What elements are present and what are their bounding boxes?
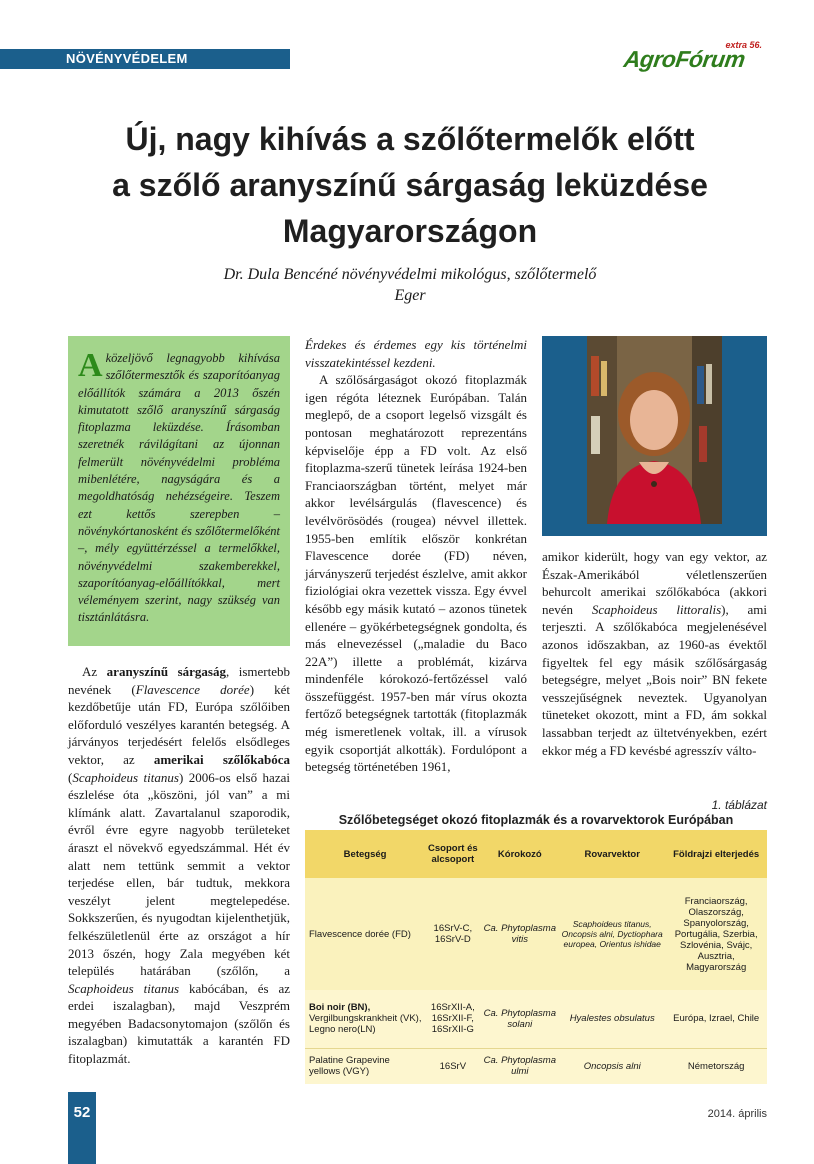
logo-name: AgroFórum: [622, 46, 747, 72]
table-cell: Boi noir (BN), Vergilbungskrankheit (VK), Legno nero(LN): [305, 990, 425, 1048]
lead-text: közeljövő legnagyobb kihívása szőlőtermesztők és szaporítóanyag előállítók számára a 2013 őszén kimutatott szőlő aranyszínű sárgaság fitoplazma leküzdése. Írásomban szeretnék rávilágítani az újonnan felmerült növényvédelmi probléma mibenlétére, nagyságára és a megoldhatóság nehézségeire. Teszem ezt kettős szerepben – növénykórtanosként és szőlőtermelőként –, mély együttérzéssel a termelőkkel, növényvédelmi szakemberekkel, szaporítóanyag-előállítókkal, mert véleményem szerint, nagy szükség van tisztánlátásra.: [78, 351, 280, 625]
table-cell: Franciaország, Olaszország, Spanyolország, Portugália, Szerbia, Szlovénia, Svájc, Ausztria, Magyarország: [665, 878, 767, 990]
column-2: [305, 336, 527, 776]
lead-box: [68, 336, 290, 646]
title-line: Magyarországon: [282, 213, 538, 249]
magazine-logo: [624, 40, 774, 72]
table-cell: Európa, Izrael, Chile: [665, 990, 767, 1048]
table-header: Rovarvektor: [559, 830, 665, 878]
title-line: Új, nagy kihívás a szőlőtermelők előtt: [125, 121, 695, 157]
table-header: Betegség: [305, 830, 425, 878]
drop-cap: A: [78, 347, 103, 384]
table-cell: Németország: [665, 1048, 767, 1084]
column-3: [542, 548, 767, 759]
author-city: Eger: [394, 287, 426, 304]
logo-issue: extra 56.: [725, 40, 762, 50]
table-header-row: [305, 830, 767, 878]
table-cell: Ca. Phytoplasma solani: [481, 990, 560, 1048]
table-cell: Ca. Phytoplasma vitis: [481, 878, 560, 990]
table-cell: Palatine Grapevine yellows (VGY): [305, 1048, 425, 1084]
table-header: Csoport és alcsoport: [425, 830, 480, 878]
author-photo: [587, 336, 722, 524]
author-name: Dr. Dula Bencéné: [223, 266, 338, 283]
table-title: Szőlőbetegséget okozó fitoplazmák és a rovarvektorok Európában: [338, 813, 734, 827]
table-cell: Flavescence dorée (FD): [305, 878, 425, 990]
data-table: [305, 830, 767, 1084]
table-row: [305, 1048, 767, 1084]
table-cell: Ca. Phytoplasma ulmi: [481, 1048, 560, 1084]
paragraph: A szőlősárgaságot okozó fitoplazmák igen régóta léteznek Európában. Talán meglepő, de a csoport legelső vizsgált és pontosan meghatározott reprezentáns képviselője épp a FD volt. Az első fitoplazma-szerű tünetek leírása 1924-ben Franciaországban történt, melyet már akkor levélsárgulás (flavescence) és levélvörösödés (rougea) névvel illettek. 1955-ben említik először konkrétan Flavescence dorée (FD) néven, járványszerű terjedést észlelve, amit akkor fiziológiai okra vezettek vissza. Egy évvel később egy másik kutató – azonos tünetek ellenére – gyökérbetegségnek gondolta, és más elnevezéssel („maladie du Baco 22A”) illette a problémát, kizárva mindenféle kórokozó-fertőzéssel való összefüggést. 1957-ben már vírus okozta fertőző betegségnek tartották (fitoplazmák még ismeretlenek voltak, ill. a vírusok egyik csoportját alkották). Fordulópont a betegség történetében 1961,: [305, 372, 527, 775]
table-cell: Oncopsis alni: [559, 1048, 665, 1084]
title-line: a szőlő aranyszínű sárgaság leküzdése: [112, 167, 708, 203]
author-photo-frame: [542, 336, 767, 536]
table-row: [305, 990, 767, 1048]
table-header: Földrajzi elterjedés: [665, 830, 767, 878]
article-title: [40, 116, 780, 254]
paragraph: Az aranyszínű sárgaság, ismertebb nevének (Flavescence dorée) két kezdőbetűje után FD, Európa szőlőiben előforduló veszélyes karantén betegség. A járványos terjedésért felelős elsődleges vektor, az amerikai szőlőkabóca (Scaphoideus titanus) 2006-os első hazai észlelése óta „köszöni, jól van” a mi klímánk alatt. Zavartalanul szaporodik, évről évre egyre nagyobb területeket áraszt el növekvő egyedszámmal. Hét év alatt nem tettünk semmit a vektor terjedése ellen, bár tudtuk, mekkora veszélyt jelent megtelepedése. Sokkszerűen, és nyugodtan kijelenthetjük, felkészületlenül érte az országot a hír 2013 őszén, hogy Zala megyében két település határában (szőlőn, a Scaphoideus titanus kabócában, és az erdei iszalagban), majd Veszprém megyében Badacsonytomajon (szőlőn és iszalagban) kimutatták a karantén FD fitoplazmát.: [68, 664, 290, 1067]
author-block: [40, 264, 780, 306]
issue-date: 2014. április: [707, 1108, 767, 1120]
table-cell: Scaphoideus titanus, Oncopsis alni, Dyctiophara europea, Orientus ishidae: [559, 878, 665, 990]
table-header: Kórokozó: [481, 830, 560, 878]
table-row: [305, 878, 767, 990]
table-cell: 16SrV-C, 16SrV-D: [425, 878, 480, 990]
paragraph: amikor kiderült, hogy van egy vektor, az Észak-Amerikából véletlenszerűen behurcolt amerikai szőlőkabóca (akkori nevén Scaphoideus littoralis), ami terjeszti. A szőlőkabóca megjelenésével azonos időszakban, az 1960-as évektől figyeltek fel egy másik szőlősárgaság betegségre, melyet „Bois noir” BN fekete vesszejűségnek neveztek. Ugyanolyan tüneteket okozott, mint a FD, ám sokkal lassabban terjedt az ültetvényekben, ezért ekkor még a FD kevésbé agresszív válto-: [542, 549, 768, 758]
table-cell: 16SrV: [425, 1048, 480, 1084]
table-cell: 16SrXII-A, 16SrXII-F, 16SrXII-G: [425, 990, 480, 1048]
intro-paragraph: Érdekes és érdemes egy kis történelmi visszatekintéssel kezdeni.: [305, 337, 527, 370]
table-caption: 1. táblázat: [711, 798, 767, 812]
author-role: növényvédelmi mikológus, szőlőtermelő: [337, 266, 597, 283]
column-1: [68, 663, 290, 1068]
section-label: NÖVÉNYVÉDELEM: [0, 49, 290, 69]
page-number: 52: [68, 1092, 96, 1164]
table-cell: Hyalestes obsulatus: [559, 990, 665, 1048]
